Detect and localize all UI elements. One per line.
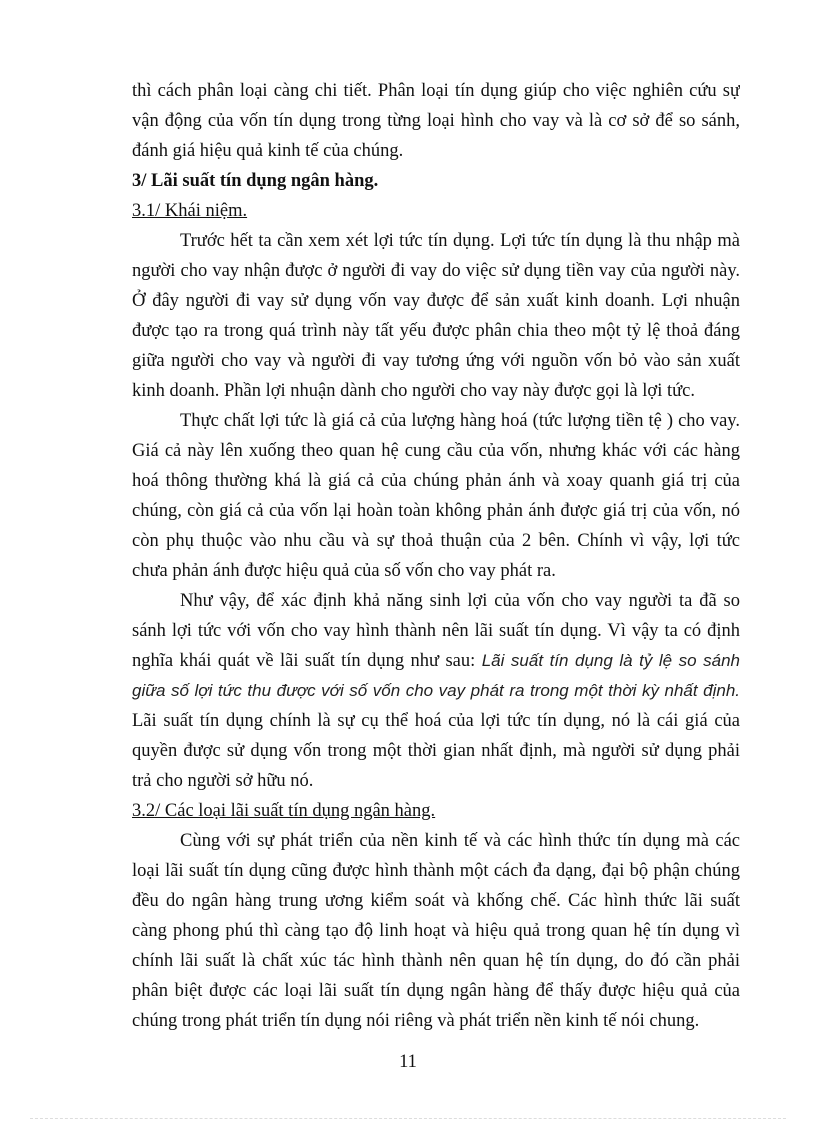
section-heading: 3/ Lãi suất tín dụng ngân hàng.: [132, 171, 379, 191]
page-number: 11: [399, 1052, 417, 1072]
definition-lead-text: nghĩa khái quát về lãi suất tín dụng như sau:: [132, 651, 482, 671]
paragraph-line: Trước hết ta cần xem xét lợi tức tín dụng. Lợi tức tín dụng là thu nhập mà: [180, 231, 740, 251]
paragraph-line: quyền được sử dụng vốn trong một thời gian nhất định, mà người sử dụng phải: [132, 741, 740, 761]
paragraph-line: vận động của vốn tín dụng trong từng loại hình cho vay và là cơ sở để so sánh,: [132, 111, 740, 131]
subsection-heading-text: 3.2/ Các loại lãi suất tín dụng ngân hàng.: [132, 801, 436, 821]
paragraph-line: người cho vay nhận được ở người đi vay do việc sử dụng tiền vay của người này.: [132, 261, 740, 281]
paragraph-line: Như vậy, để xác định khả năng sinh lợi của vốn cho vay người ta đã so: [180, 591, 740, 611]
paragraph-line: loại lãi suất tín dụng cũng được hình thành một cách đa dạng, đại bộ phận chúng: [132, 861, 740, 881]
definition-italic-text: Lãi suất tín dụng là tỷ lệ so sánh: [481, 651, 740, 670]
paragraph-line: [132, 646, 740, 676]
footer-divider: [30, 1118, 786, 1119]
paragraph-line: chúng trong phát triển tín dụng nói riêng và phát triển nền kinh tế nói chung.: [132, 1011, 700, 1031]
paragraph-line: Thực chất lợi tức là giá cả của lượng hàng hoá (tức lượng tiền tệ ) cho vay.: [180, 411, 740, 431]
paragraph-line: kinh doanh. Phần lợi nhuận dành cho người cho vay này được gọi là lợi tức.: [132, 381, 695, 401]
paragraph-line: đều do ngân hàng trung ương kiểm soát và khống chế. Các hình thức lãi suất: [132, 891, 740, 911]
definition-italic-line: giữa số lợi tức thu được với số vốn cho vay phát ra trong một thời kỳ nhất định.: [132, 681, 740, 700]
paragraph-line: chính lãi suất là chất xúc tác hình thành nên quan hệ tín dụng, do đó cần phải: [132, 951, 740, 971]
subsection-heading: [132, 196, 740, 226]
paragraph-line: được tạo ra trong quá trình này tất yếu được phân chia theo một tỷ lệ thoả đáng: [132, 321, 740, 341]
paragraph-line: chưa phản ánh được hiệu quả của số vốn cho vay phát ra.: [132, 561, 556, 581]
paragraph-line: càng phong phú thì càng tạo độ linh hoạt và hiệu quả trong quan hệ tín dụng vì: [132, 921, 740, 941]
paragraph-line: đánh giá hiệu quả kinh tế của chúng.: [132, 141, 404, 161]
paragraph-line: chúng, còn giá cả của vốn lại hoàn toàn không phản ánh được giá trị của vốn, nó: [132, 501, 740, 521]
paragraph-line: sánh lợi tức với vốn cho vay hình thành nên lãi suất tín dụng. Vì vậy ta có định: [132, 621, 740, 641]
paragraph-line: phân biệt được các loại lãi suất tín dụng ngân hàng để thấy được hiệu quả của: [132, 981, 740, 1001]
paragraph-line: thì cách phân loại càng chi tiết. Phân loại tín dụng giúp cho việc nghiên cứu sự: [132, 81, 740, 101]
paragraph-line: còn phụ thuộc vào nhu cầu và sự thoả thuận của 2 bên. Chính vì vậy, lợi tức: [132, 531, 740, 551]
subsection-heading-text: 3.1/ Khái niệm.: [132, 201, 248, 221]
paragraph-line: Cùng với sự phát triển của nền kinh tế và các hình thức tín dụng mà các: [180, 831, 740, 851]
paragraph-line: giữa người cho vay và người đi vay tương ứng với nguồn vốn bỏ vào sản xuất: [132, 351, 740, 371]
subsection-heading: [132, 796, 740, 826]
paragraph-line: Giá cả này lên xuống theo quan hệ cung cầu của vốn, nhưng khác với các hàng: [132, 441, 740, 461]
paragraph-line: hoá thông thường khá là giá cả của chúng phản ánh và xoay quanh giá trị của: [132, 471, 740, 491]
paragraph-line: Lãi suất tín dụng chính là sự cụ thể hoá của lợi tức tín dụng, nó là cái giá của: [132, 711, 740, 731]
document-page: [132, 76, 740, 1036]
paragraph-line: trả cho người sở hữu nó.: [132, 771, 314, 791]
paragraph-line: Ở đây người đi vay sử dụng vốn vay được để sản xuất kinh doanh. Lợi nhuận: [132, 291, 740, 311]
